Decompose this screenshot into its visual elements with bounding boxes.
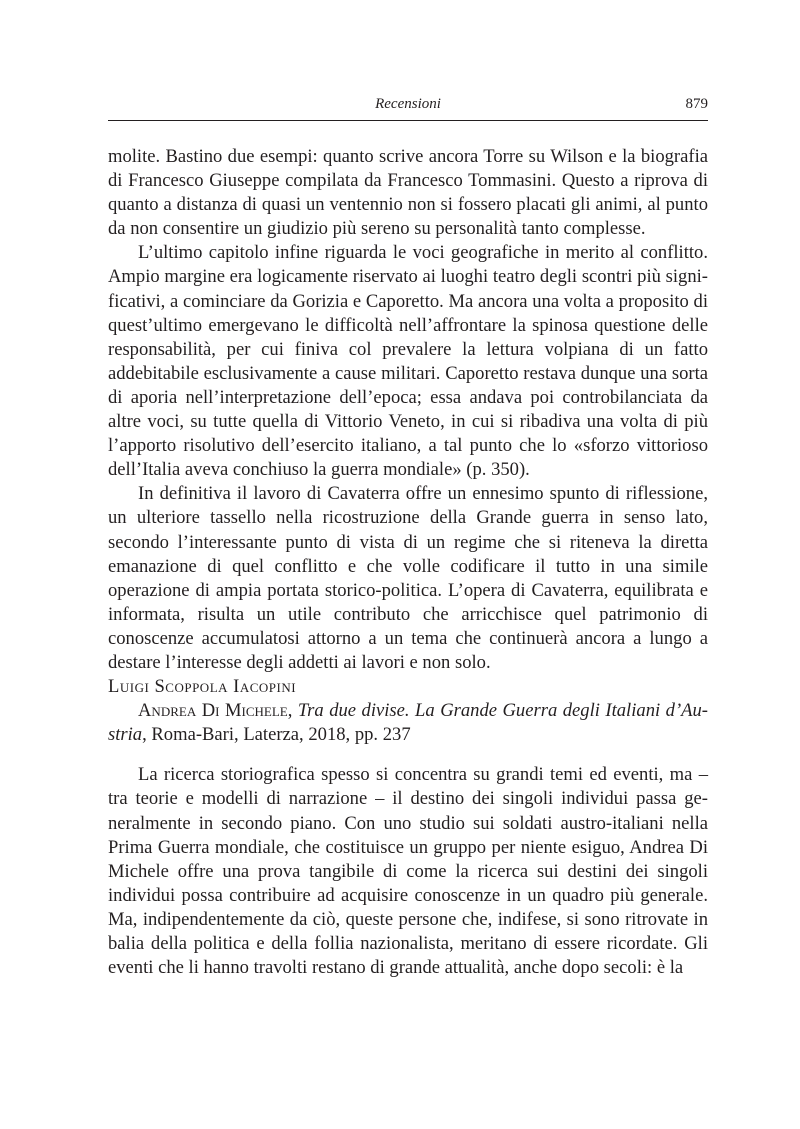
paragraph: molite. Bastino due esempi: quanto scrive ancora Torre su Wilson e la biografia di Francesco Giuseppe compilata da Francesco Tommasini. Questo a riprova di quanto a distanza di quasi un ventennio non si fossero placati gli animi, al punto da non consentire un giudizio più sereno su personalità tanto complesse. [108, 146, 708, 240]
body-text [108, 145, 708, 980]
reviewer-signature: Luigi Scoppola Iacopini [108, 676, 297, 698]
publication-details: , Roma-Bari, Laterza, 2018, pp. 237 [142, 724, 411, 746]
book-title: Tra due divise. La Grande Guerra degli Italiani d’Austria [108, 700, 708, 746]
heading-separator: , [287, 700, 298, 722]
header-rule [108, 120, 708, 121]
spacer [108, 747, 708, 763]
paragraph: In definitiva il lavoro di Cavaterra offre un ennesimo spunto di riflessione, un ulteriore tassello nella ricostruzione della Grande guerra in senso lato, secondo l’interessante punto di vista di un regime che si riteneva la diretta emanazione di quel conflitto e che volle codificare il tutto in una simile operazione di ampia portata storico-politica. L’opera di Cavaterra, equilibrata e informata, risulta un utile contributo che arricchisce quel patrimonio di conoscenze accumulatosi attorno a un tema che continuerà ancora a lungo a destare l’interesse degli addetti ai lavori e non solo. [108, 483, 708, 673]
document-page [108, 0, 708, 1129]
review-bibliographic-heading [108, 699, 708, 747]
page-number: 879 [685, 96, 708, 112]
paragraph: L’ultimo capitolo infine riguarda le voci geografiche in merito al conflitto. Ampio margine era logicamente riservato ai luoghi teatro degli scontri più significativi, a cominciare da Gorizia e Caporetto. Ma ancora una volta a proposito di quest’ultimo emergevano le difficoltà nell’affrontare la spinosa questione delle responsabilità, per cui finiva col prevalere la lettura volpiana di un fatto addebitabile esclusivamente a cause militari. Caporetto restava dunque una sorta di aporia nell’interpretazione dell’epoca; essa andava poi controbilanciata da altre voci, su tutte quella di Vittorio Veneto, in cui si ribadiva una volta di più l’apporto risolutivo dell’esercito italiano, a tal punto che lo «sforzo vittorioso dell’Italia aveva conchiuso la guerra mondiale» (p. 350). [108, 242, 708, 481]
paragraph: La ricerca storiografica spesso si concentra su grandi temi ed eventi, ma – tra teorie e modelli di narrazione – il destino dei singoli individui passa generalmente in secondo piano. Con uno studio sui soldati austro-italiani nella Prima Guerra mondiale, che costituisce un gruppo per niente esiguo, Andrea Di Michele offre una prova tangibile di come la ricerca sui destini dei singoli individui possa contribuire ad acquisire conoscenze in un quadro più generale. Ma, indipendentemente da ciò, queste persone che, indifese, si sono ritrovate in balia della politica e della follia nazionalista, meritano di essere ricordate. Gli eventi che li hanno travolti restano di grande attualità, anche dopo secoli: è la [108, 764, 708, 979]
book-author: Andrea Di Michele [138, 700, 288, 722]
running-header [108, 96, 708, 120]
running-title: Recensioni [375, 96, 441, 112]
